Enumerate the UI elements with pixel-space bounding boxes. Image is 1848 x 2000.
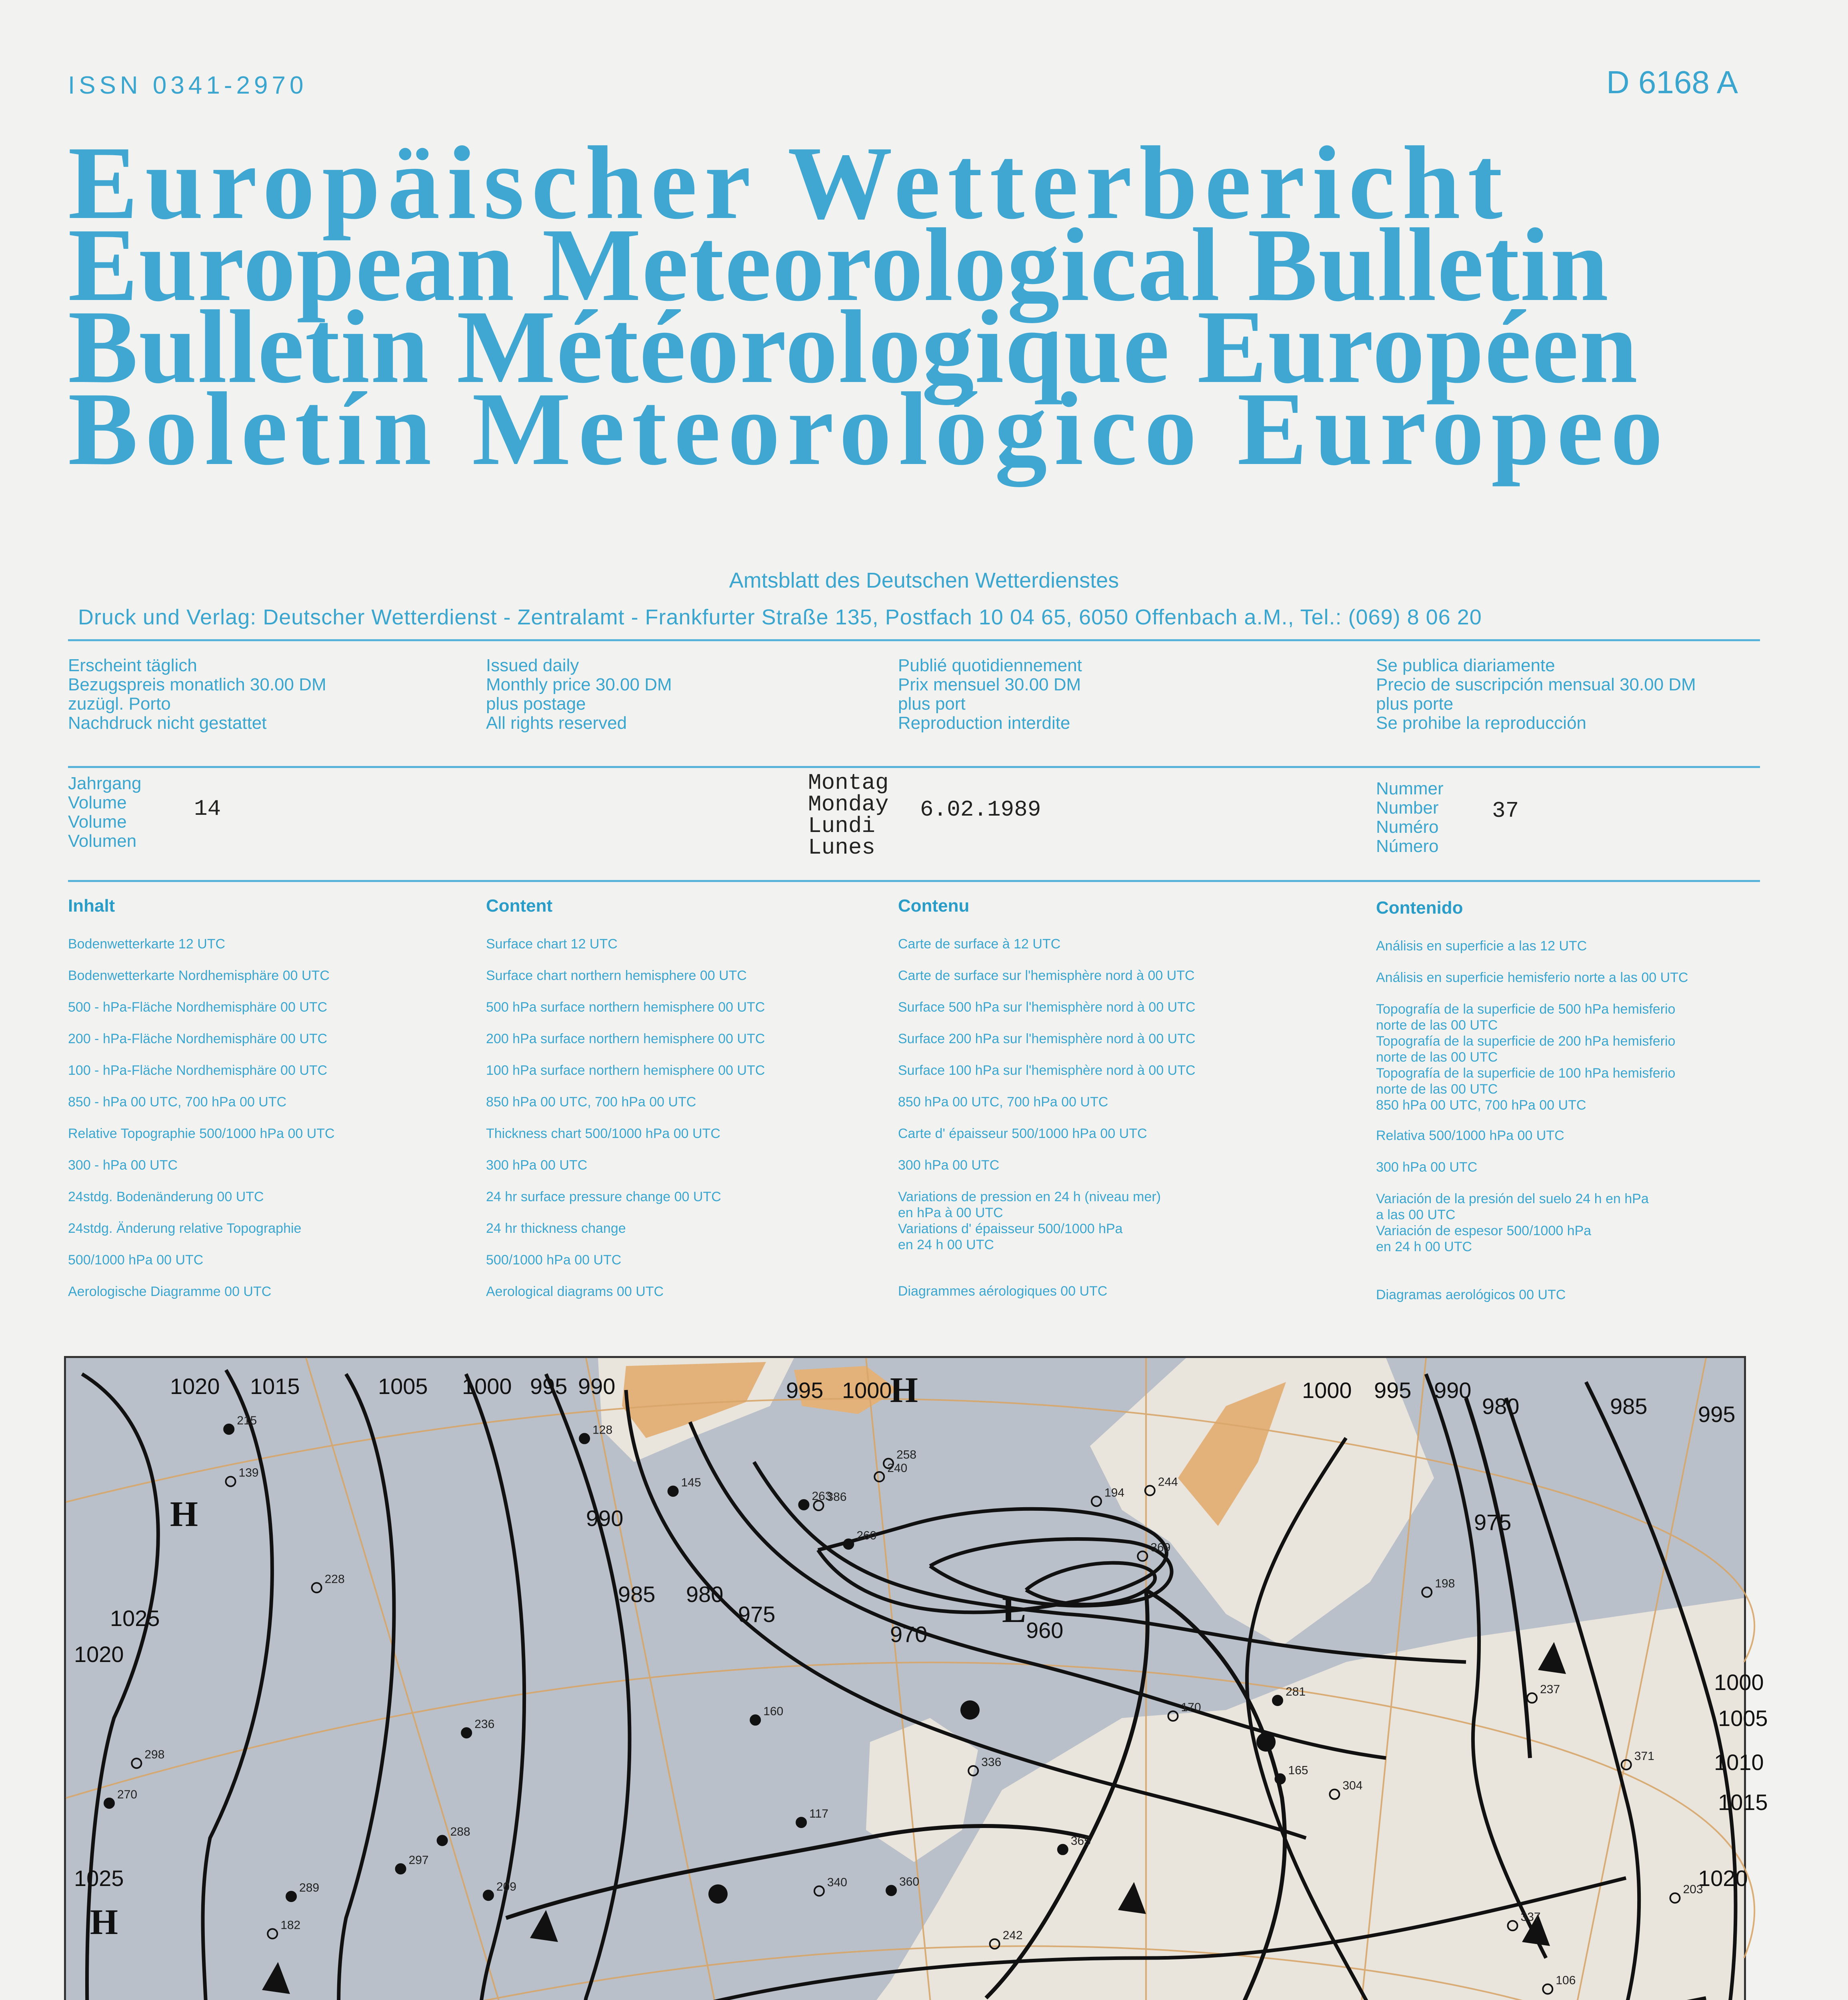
station-circle bbox=[286, 1892, 296, 1901]
contents-item-en: 500/1000 hPa 00 UTC bbox=[486, 1252, 622, 1268]
station-pressure: 289 bbox=[299, 1881, 320, 1895]
contents-item-de: Bodenwetterkarte 12 UTC bbox=[68, 936, 226, 952]
station-pressure: 117 bbox=[809, 1807, 828, 1821]
contents-heading-es: Contenido bbox=[1376, 898, 1463, 918]
weekday-labels: Montag Monday Lundi Lunes bbox=[808, 770, 889, 860]
isobar-label: 1000 bbox=[1302, 1378, 1352, 1403]
issue-number: 37 bbox=[1492, 798, 1519, 824]
station-pressure: 237 bbox=[1540, 1682, 1560, 1696]
isobar-label: 985 bbox=[618, 1582, 656, 1607]
isobar-label: 995 bbox=[1374, 1378, 1412, 1403]
station-circle bbox=[462, 1728, 471, 1738]
divider bbox=[68, 880, 1760, 882]
contents-item-es: Diagramas aerológicos 00 UTC bbox=[1376, 1287, 1566, 1302]
isobar-label: 990 bbox=[586, 1506, 624, 1531]
contents-item-de: 500/1000 hPa 00 UTC bbox=[68, 1252, 204, 1268]
station-pressure: 365 bbox=[1070, 1834, 1091, 1848]
subscription-fr: Publié quotidiennement Prix mensuel 30.00 DM plus port Reproduction interdite bbox=[898, 656, 1082, 733]
contents-item-de: 24stdg. Bodenänderung 00 UTC bbox=[68, 1189, 264, 1204]
title-block bbox=[68, 125, 1760, 487]
subscription-de: Erscheint täglich Bezugspreis monatlich 30.00 DM zuzügl. Porto Nachdruck nicht gestattet bbox=[68, 656, 326, 733]
contents-item-fr: Diagrammes aérologiques 00 UTC bbox=[898, 1284, 1108, 1299]
contents-item-es: Topografía de la superficie de 200 hPa hemisferio bbox=[1376, 1034, 1676, 1049]
high-pressure-center: H bbox=[90, 1902, 118, 1942]
station-pressure: 340 bbox=[827, 1876, 847, 1889]
station-pressure: 170 bbox=[1181, 1701, 1201, 1714]
isobar-label: 1005 bbox=[378, 1374, 428, 1399]
contents-item-es: norte de las 00 UTC bbox=[1376, 1082, 1498, 1097]
isobar-label: 980 bbox=[1482, 1394, 1520, 1419]
isobar-label: 1005 bbox=[1718, 1706, 1768, 1731]
station-pressure: 297 bbox=[408, 1854, 429, 1867]
station-pressure: 215 bbox=[237, 1414, 257, 1427]
postal-code: D 6168 A bbox=[1606, 64, 1738, 100]
station-circle bbox=[224, 1424, 234, 1434]
isobar-label: 970 bbox=[890, 1622, 928, 1647]
station-pressure: 337 bbox=[1520, 1910, 1541, 1924]
contents-item-de: 200 - hPa-Fläche Nordhemisphäre 00 UTC bbox=[68, 1031, 328, 1046]
station-pressure: 240 bbox=[887, 1461, 908, 1475]
station-circle bbox=[668, 1486, 678, 1496]
subscription-en: Issued daily Monthly price 30.00 DM plus postage All rights reserved bbox=[486, 656, 672, 733]
isobar-label: 1000 bbox=[1714, 1670, 1764, 1695]
contents-item-de: 24stdg. Änderung relative Topographie bbox=[68, 1221, 302, 1236]
contents-item-fr: Surface 200 hPa sur l'hemisphère nord à 00 UTC bbox=[898, 1031, 1196, 1046]
station-circle bbox=[438, 1836, 447, 1845]
station-pressure: 371 bbox=[1634, 1749, 1654, 1763]
contents-item-en: 500 hPa surface northern hemisphere 00 UTC bbox=[486, 1000, 765, 1015]
contents-heading-en: Content bbox=[486, 896, 553, 916]
contents-item-es: Variación de la presión del suelo 24 h en hPa bbox=[1376, 1191, 1649, 1206]
isobar-label: 990 bbox=[578, 1374, 616, 1399]
contents-item-fr: 850 hPa 00 UTC, 700 hPa 00 UTC bbox=[898, 1094, 1108, 1110]
contents-item-de: Relative Topographie 500/1000 hPa 00 UTC bbox=[68, 1126, 335, 1141]
official-gazette-note: Amtsblatt des Deutschen Wetterdienstes bbox=[729, 568, 1119, 592]
issn-number: ISSN 0341-2970 bbox=[68, 72, 308, 99]
contents-item-fr: en 24 h 00 UTC bbox=[898, 1237, 994, 1252]
contents-item-en: Surface chart 12 UTC bbox=[486, 936, 618, 952]
isobar-label: 995 bbox=[786, 1378, 824, 1403]
isobar-label: 1020 bbox=[1698, 1866, 1748, 1891]
contents-item-en: 300 hPa 00 UTC bbox=[486, 1158, 588, 1173]
high-pressure-center: H bbox=[890, 1370, 918, 1410]
contents-item-de: 300 - hPa 00 UTC bbox=[68, 1158, 178, 1173]
station-circle bbox=[886, 1886, 896, 1895]
contents-item-en: Surface chart northern hemisphere 00 UTC bbox=[486, 968, 747, 983]
contents-item-fr: Variations de pression en 24 h (niveau mer) bbox=[898, 1189, 1161, 1204]
contents-item-en: 24 hr thickness change bbox=[486, 1221, 626, 1236]
title-english: European Meteorological Bulletin bbox=[68, 207, 1610, 323]
isobar-label: 985 bbox=[1610, 1394, 1648, 1419]
station-circle bbox=[844, 1539, 853, 1549]
station-pressure: 128 bbox=[592, 1423, 613, 1437]
station-circle bbox=[580, 1434, 589, 1443]
station-pressure: 281 bbox=[1285, 1685, 1306, 1699]
contents-item-de: 100 - hPa-Fläche Nordhemisphäre 00 UTC bbox=[68, 1063, 328, 1078]
station-circle bbox=[104, 1798, 114, 1808]
contents-item-en: Aerological diagrams 00 UTC bbox=[486, 1284, 664, 1299]
station-pressure: 194 bbox=[1104, 1486, 1125, 1500]
station-circle bbox=[1058, 1845, 1068, 1854]
isobar-label: 1020 bbox=[74, 1642, 124, 1667]
station-pressure: 228 bbox=[324, 1572, 345, 1586]
station-pressure: 236 bbox=[474, 1718, 495, 1731]
contents-item-fr: Carte de surface à 12 UTC bbox=[898, 936, 1061, 952]
divider bbox=[68, 639, 1760, 641]
contents-item-es: Análisis en superficie hemisferio norte a las 00 UTC bbox=[1376, 970, 1688, 985]
number-labels: Nummer Number Numéro Número bbox=[1376, 779, 1444, 856]
station-pressure: 182 bbox=[280, 1918, 301, 1932]
contents-item-de: 500 - hPa-Fläche Nordhemisphäre 00 UTC bbox=[68, 1000, 328, 1015]
station-circle bbox=[1275, 1774, 1285, 1784]
divider bbox=[68, 766, 1760, 768]
contents-item-en: 200 hPa surface northern hemisphere 00 UTC bbox=[486, 1031, 765, 1046]
station-pressure: 160 bbox=[763, 1705, 784, 1718]
volume-number: 14 bbox=[194, 796, 221, 822]
contents-item-de: Aerologische Diagramme 00 UTC bbox=[68, 1284, 272, 1299]
contents-item-de: 850 - hPa 00 UTC, 700 hPa 00 UTC bbox=[68, 1094, 287, 1110]
isobar-label: 1015 bbox=[250, 1374, 300, 1399]
isobar-label: 1000 bbox=[842, 1378, 892, 1403]
station-pressure: 165 bbox=[1288, 1764, 1308, 1777]
station-circle bbox=[799, 1500, 808, 1510]
station-pressure: 145 bbox=[681, 1476, 701, 1489]
isobar-label: 1025 bbox=[110, 1606, 160, 1631]
contents-item-en: 100 hPa surface northern hemisphere 00 UTC bbox=[486, 1063, 765, 1078]
high-pressure-center: H bbox=[170, 1494, 198, 1534]
station-circle bbox=[1273, 1696, 1282, 1705]
contents-item-es: Topografía de la superficie de 100 hPa hemisferio bbox=[1376, 1066, 1676, 1081]
isobar-label: 990 bbox=[1434, 1378, 1472, 1403]
low-pressure-center: L bbox=[1002, 1590, 1026, 1630]
station-pressure: 242 bbox=[1002, 1928, 1023, 1942]
contents-item-es: en 24 h 00 UTC bbox=[1376, 1239, 1472, 1254]
surface-weather-map bbox=[64, 1356, 1768, 2000]
contents-item-fr: 300 hPa 00 UTC bbox=[898, 1158, 1000, 1173]
contents-item-es: 850 hPa 00 UTC, 700 hPa 00 UTC bbox=[1376, 1098, 1586, 1113]
station-pressure: 270 bbox=[117, 1788, 138, 1802]
isobar-label: 1000 bbox=[462, 1374, 512, 1399]
contents-item-de: Bodenwetterkarte Nordhemisphäre 00 UTC bbox=[68, 968, 330, 983]
weather-map-canvas bbox=[66, 1358, 1768, 2000]
isobar-label: 1020 bbox=[170, 1374, 220, 1399]
station-circle bbox=[750, 1715, 760, 1725]
contents-item-en: Thickness chart 500/1000 hPa 00 UTC bbox=[486, 1126, 720, 1141]
volume-labels: Jahrgang Volume Volume Volumen bbox=[68, 774, 142, 851]
isobar-label: 975 bbox=[738, 1602, 776, 1627]
contents-item-es: norte de las 00 UTC bbox=[1376, 1018, 1498, 1033]
title-spanish: Boletín Meteorológico Europeo bbox=[68, 371, 1670, 487]
contents-item-fr: en hPa à 00 UTC bbox=[898, 1205, 1003, 1220]
station-pressure: 106 bbox=[1556, 1974, 1576, 1987]
contents-item-fr: Variations d' épaisseur 500/1000 hPa bbox=[898, 1221, 1123, 1236]
contents-item-es: Variación de espesor 500/1000 hPa bbox=[1376, 1223, 1592, 1238]
publisher-line: Druck und Verlag: Deutscher Wetterdienst - Zentralamt - Frankfurter Straße 135, Postfach 10 04 65, 6050 Offenbach a.M., Tel.: (069) 8 06 20 bbox=[78, 605, 1482, 629]
station-pressure: 244 bbox=[1158, 1475, 1178, 1489]
contents-item-fr: Surface 500 hPa sur l'hemisphère nord à 00 UTC bbox=[898, 1000, 1196, 1015]
isobar-label: 995 bbox=[530, 1374, 568, 1399]
subscription-es: Se publica diariamente Precio de suscripción mensual 30.00 DM plus porte Se prohibe la reproducción bbox=[1376, 656, 1696, 733]
issue-date: 6.02.1989 bbox=[920, 797, 1041, 822]
station-pressure: 369 bbox=[1150, 1541, 1171, 1554]
station-pressure: 198 bbox=[1435, 1577, 1455, 1590]
station-pressure: 209 bbox=[496, 1880, 516, 1894]
contents-item-fr: Carte de surface sur l'hemisphère nord à 00 UTC bbox=[898, 968, 1195, 983]
station-pressure: 298 bbox=[144, 1748, 165, 1762]
station-pressure: 304 bbox=[1342, 1779, 1363, 1792]
isobar-label: 960 bbox=[1026, 1618, 1064, 1643]
station-pressure: 260 bbox=[856, 1529, 877, 1542]
station-circle bbox=[484, 1890, 493, 1900]
station-pressure: 336 bbox=[981, 1755, 1002, 1769]
station-circle bbox=[796, 1818, 806, 1827]
contents-heading-fr: Contenu bbox=[898, 896, 970, 916]
contents-item-fr: Surface 100 hPa sur l'hemisphère nord à 00 UTC bbox=[898, 1063, 1196, 1078]
isobar-label: 1015 bbox=[1718, 1790, 1768, 1815]
contents-item-en: 850 hPa 00 UTC, 700 hPa 00 UTC bbox=[486, 1094, 696, 1110]
isobar-label: 980 bbox=[686, 1582, 724, 1607]
isobar-label: 975 bbox=[1474, 1510, 1512, 1535]
station-circle bbox=[396, 1864, 406, 1874]
station-pressure: 360 bbox=[899, 1875, 920, 1889]
isobar-label: 1010 bbox=[1714, 1750, 1764, 1775]
contents-item-es: norte de las 00 UTC bbox=[1376, 1050, 1498, 1065]
station-pressure: 139 bbox=[238, 1466, 259, 1480]
contents-item-fr: Carte d' épaisseur 500/1000 hPa 00 UTC bbox=[898, 1126, 1147, 1141]
contents-item-es: Topografía de la superficie de 500 hPa hemisferio bbox=[1376, 1002, 1676, 1017]
station-pressure: 258 bbox=[896, 1448, 917, 1462]
contents-item-es: 300 hPa 00 UTC bbox=[1376, 1160, 1478, 1175]
contents-item-es: Relativa 500/1000 hPa 00 UTC bbox=[1376, 1128, 1564, 1143]
contents-heading-de: Inhalt bbox=[68, 896, 115, 916]
station-pressure: 263 bbox=[812, 1489, 832, 1503]
title-french: Bulletin Météorologique Européen bbox=[68, 289, 1639, 405]
isobar-label: 995 bbox=[1698, 1402, 1736, 1427]
station-pressure: 203 bbox=[1683, 1883, 1703, 1896]
station-pressure: 288 bbox=[450, 1825, 470, 1839]
contents-item-es: a las 00 UTC bbox=[1376, 1207, 1456, 1222]
title-german: Europäischer Wetterbericht bbox=[68, 125, 1510, 241]
isobar-label: 1025 bbox=[74, 1866, 124, 1891]
contents-item-en: 24 hr surface pressure change 00 UTC bbox=[486, 1189, 721, 1204]
station-pressure: 386 bbox=[826, 1490, 847, 1504]
contents-item-es: Análisis en superficie a las 12 UTC bbox=[1376, 938, 1587, 954]
